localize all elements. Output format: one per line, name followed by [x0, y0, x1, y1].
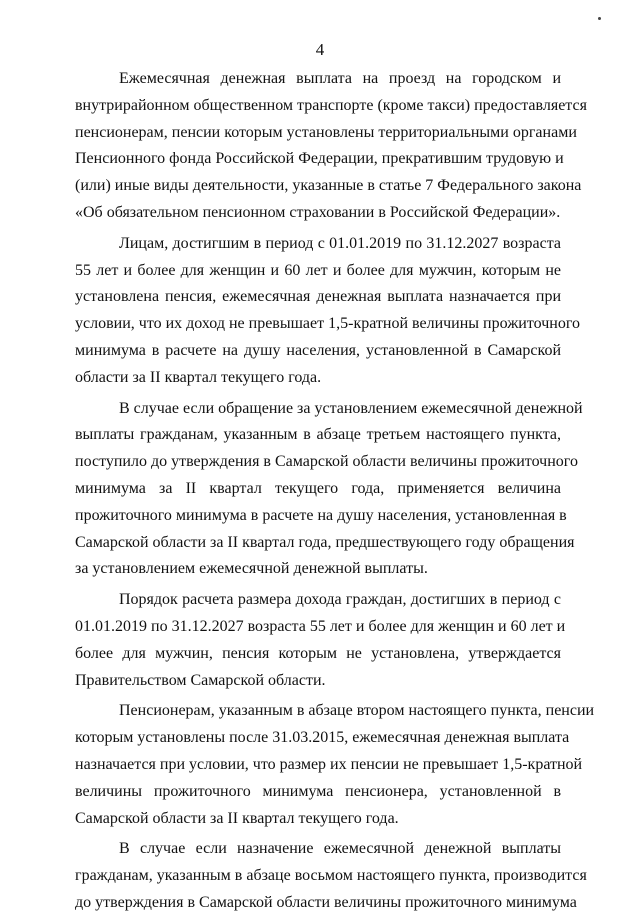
- text-line: установлена пенсия, ежемесячная денежная выплата назначается при: [75, 288, 561, 306]
- text-line: до утверждения в Самарской области величины прожиточного минимума: [75, 893, 577, 911]
- text-line: пенсионерам, пенсии которым установлены территориальными органами: [75, 123, 577, 141]
- text-line: 01.01.2019 по 31.12.2027 возраста 55 лет и более для женщин и 60 лет и: [75, 617, 566, 635]
- text-line: Пенсионерам, указанным в абзаце втором настоящего пункта, пенсии: [119, 702, 595, 720]
- paragraph-3: [75, 396, 583, 584]
- text-line: Порядок расчета размера дохода граждан, достигших в период с: [119, 591, 561, 609]
- text-line: условии, что их доход не превышает 1,5-кратной величины прожиточного: [75, 315, 580, 333]
- document-body: [75, 66, 595, 921]
- paragraph-4: [75, 587, 566, 694]
- text-line: 55 лет и более для женщин и 60 лет и более для мужчин, которым не: [75, 261, 561, 279]
- text-line: назначается при условии, что размер их пенсии не превышает 1,5-кратной: [75, 755, 583, 773]
- text-line: Правительством Самарской области.: [75, 671, 326, 689]
- text-line: области за II квартал текущего года.: [75, 368, 322, 386]
- text-line: Лицам, достигшим в период с 01.01.2019 по 31.12.2027 возраста: [119, 234, 561, 252]
- text-line: выплаты гражданам, указанным в абзаце третьем настоящего пункта,: [75, 426, 561, 444]
- text-line: гражданам, указанным в абзаце восьмом настоящего пункта, производится: [75, 867, 587, 885]
- text-line: «Об обязательном пенсионном страховании в Российской Федерации».: [75, 203, 561, 221]
- paragraph-5: [75, 698, 595, 832]
- text-line: величины прожиточного минимума пенсионера, установленной в: [75, 782, 561, 800]
- text-line: внутрирайонном общественном транспорте (кроме такси) предоставляется: [75, 96, 587, 114]
- scan-dot-mark: [598, 17, 601, 20]
- text-line: Самарской области за II квартал текущего года.: [75, 809, 399, 827]
- text-line: более для мужчин, пенсия которым не установлена, утверждается: [75, 644, 561, 662]
- text-line: минимума в расчете на душу населения, установленной в Самарской: [75, 341, 561, 359]
- paragraph-2: [75, 231, 580, 392]
- text-line: за установлением ежемесячной денежной выплаты.: [75, 560, 428, 578]
- text-line: поступило до утверждения в Самарской области величины прожиточного: [75, 453, 578, 471]
- text-line: (или) иные виды деятельности, указанные в статье 7 Федерального закона: [75, 177, 582, 195]
- page-number: 4: [315, 40, 325, 59]
- text-line: минимума за II квартал текущего года, применяется величина: [75, 479, 561, 497]
- text-line: Ежемесячная денежная выплата на проезд на городском и: [119, 70, 561, 87]
- paragraph-1: [75, 66, 587, 227]
- text-line: прожиточного минимума в расчете на душу населения, установленная в: [75, 506, 567, 524]
- text-line: Пенсионного фонда Российской Федерации, прекратившим трудовую и: [75, 150, 564, 168]
- text-line: В случае если обращение за установлением ежемесячной денежной: [119, 399, 583, 417]
- text-line: которым установлены после 31.03.2015, ежемесячная денежная выплата: [75, 729, 570, 747]
- text-line: В случае если назначение ежемесячной денежной выплаты: [119, 840, 561, 858]
- text-line: Самарской области за II квартал года, предшествующего году обращения: [75, 533, 575, 551]
